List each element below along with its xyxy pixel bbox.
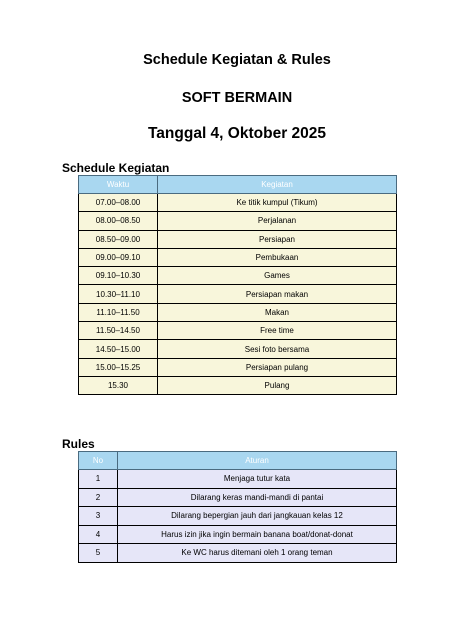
column-header-no: No bbox=[79, 452, 118, 470]
rule-text-cell: Dilarang keras mandi-mandi di pantai bbox=[118, 488, 397, 507]
activity-cell: Games bbox=[158, 267, 397, 285]
schedule-heading: Schedule Kegiatan bbox=[62, 161, 170, 175]
time-cell: 09.10–10.30 bbox=[79, 267, 158, 285]
schedule-row bbox=[79, 303, 397, 321]
activity-cell: Pembukaan bbox=[158, 248, 397, 266]
time-cell: 11.10–11.50 bbox=[79, 303, 158, 321]
activity-cell: Sesi foto bersama bbox=[158, 340, 397, 358]
schedule-row bbox=[79, 358, 397, 376]
schedule-row bbox=[79, 322, 397, 340]
rule-text-cell: Dilarang bepergian jauh dari jangkauan kelas 12 bbox=[118, 507, 397, 526]
time-cell: 15.00–15.25 bbox=[79, 358, 158, 376]
rule-row bbox=[79, 525, 397, 544]
time-cell: 10.30–11.10 bbox=[79, 285, 158, 303]
time-cell: 15.30 bbox=[79, 376, 158, 394]
schedule-row bbox=[79, 340, 397, 358]
rule-number-cell: 2 bbox=[79, 488, 118, 507]
event-date: Tanggal 4, Oktober 2025 bbox=[147, 125, 327, 142]
schedule-row bbox=[79, 212, 397, 230]
time-cell: 09.00–09.10 bbox=[79, 248, 158, 266]
activity-cell: Persiapan pulang bbox=[158, 358, 397, 376]
rule-row bbox=[79, 507, 397, 526]
rule-row bbox=[79, 470, 397, 489]
schedule-row bbox=[79, 376, 397, 394]
rule-number-cell: 3 bbox=[79, 507, 118, 526]
event-name: SOFT BERMAIN bbox=[181, 90, 293, 106]
schedule-row bbox=[79, 267, 397, 285]
activity-cell: Persiapan bbox=[158, 230, 397, 248]
rule-number-cell: 5 bbox=[79, 544, 118, 563]
activity-cell: Perjalanan bbox=[158, 212, 397, 230]
schedule-row bbox=[79, 194, 397, 212]
rule-row bbox=[79, 488, 397, 507]
schedule-table bbox=[78, 175, 397, 395]
schedule-row bbox=[79, 230, 397, 248]
activity-cell: Free time bbox=[158, 322, 397, 340]
rule-number-cell: 4 bbox=[79, 525, 118, 544]
schedule-header-row bbox=[79, 176, 397, 194]
rule-row bbox=[79, 544, 397, 563]
time-cell: 08.00–08.50 bbox=[79, 212, 158, 230]
activity-cell: Persiapan makan bbox=[158, 285, 397, 303]
column-header-aturan: Aturan bbox=[118, 452, 397, 470]
time-cell: 11.50–14.50 bbox=[79, 322, 158, 340]
activity-cell: Makan bbox=[158, 303, 397, 321]
activity-cell: Pulang bbox=[158, 376, 397, 394]
rule-text-cell: Menjaga tutur kata bbox=[118, 470, 397, 489]
column-header-kegiatan: Kegiatan bbox=[158, 176, 397, 194]
rule-text-cell: Ke WC harus ditemani oleh 1 orang teman bbox=[118, 544, 397, 563]
rule-text-cell: Harus izin jika ingin bermain banana boat/donat-donat bbox=[118, 525, 397, 544]
schedule-row bbox=[79, 248, 397, 266]
rules-heading: Rules bbox=[62, 437, 95, 451]
time-cell: 14.50–15.00 bbox=[79, 340, 158, 358]
rules-table bbox=[78, 451, 397, 563]
time-cell: 08.50–09.00 bbox=[79, 230, 158, 248]
rules-header-row bbox=[79, 452, 397, 470]
schedule-row bbox=[79, 285, 397, 303]
rule-number-cell: 1 bbox=[79, 470, 118, 489]
document-title: Schedule Kegiatan & Rules bbox=[143, 52, 331, 68]
activity-cell: Ke titik kumpul (Tikum) bbox=[158, 194, 397, 212]
column-header-waktu: Waktu bbox=[79, 176, 158, 194]
time-cell: 07.00–08.00 bbox=[79, 194, 158, 212]
